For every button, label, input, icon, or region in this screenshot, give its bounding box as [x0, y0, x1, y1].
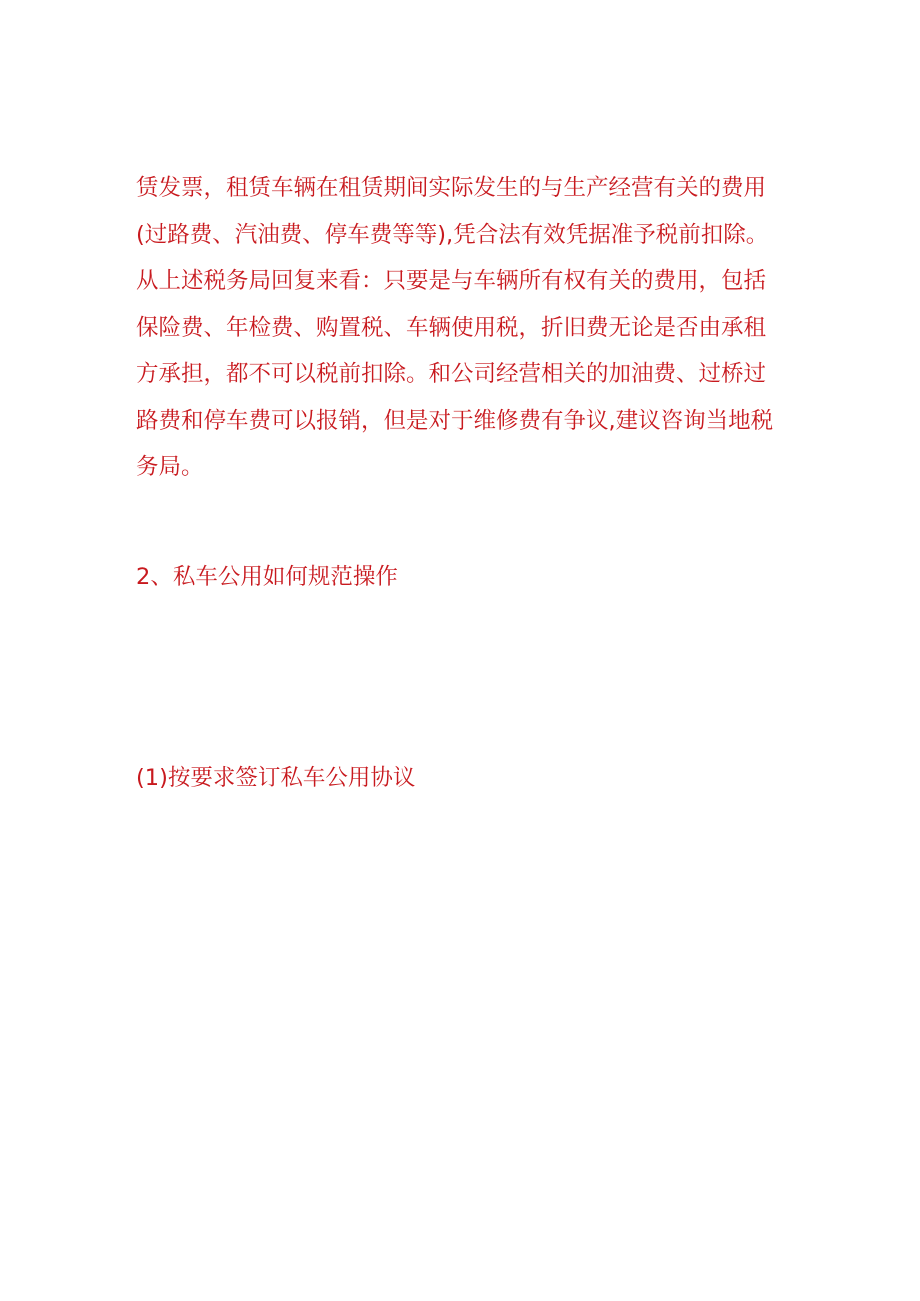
paragraph-line-5: 方承担，都不可以税前扣除。和公司经营相关的加油费、过桥过	[136, 361, 767, 387]
paragraph-line-1: 赁发票，租赁车辆在租赁期间实际发生的与生产经营有关的费用	[136, 175, 767, 201]
body-paragraph	[136, 165, 796, 491]
paragraph-line-3: 从上述税务局回复来看：只要是与车辆所有权有关的费用，包括	[136, 268, 767, 294]
subsection-heading: (1)按要求签订私车公用协议	[136, 765, 416, 791]
paragraph-line-7: 务局。	[136, 454, 204, 480]
paragraph-line-4: 保险费、年检费、购置税、车辆使用税，折旧费无论是否由承租	[136, 314, 767, 341]
section-heading: 2、私车公用如何规范操作	[136, 564, 398, 590]
paragraph-line-2: (过路费、汽油费、停车费等等),凭合法有效凭据准予税前扣除。	[136, 221, 769, 248]
paragraph-line-6: 路费和停车费可以报销，但是对于维修费有争议,建议咨询当地税	[136, 407, 774, 434]
